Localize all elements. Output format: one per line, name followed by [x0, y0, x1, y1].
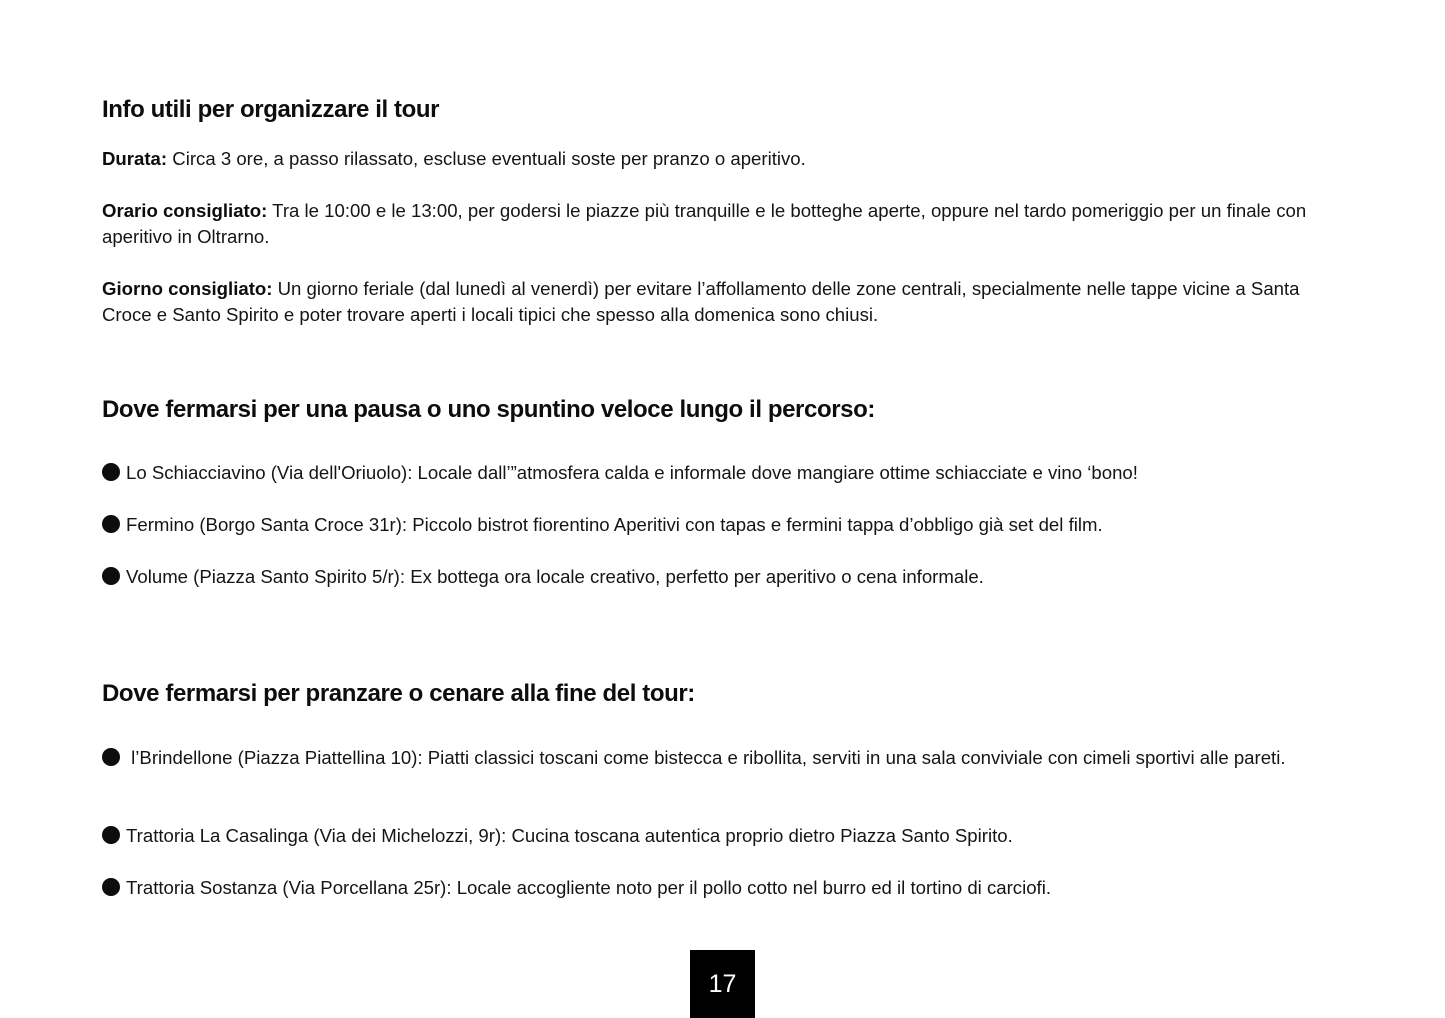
giorno-text: Un giorno feriale (dal lunedì al venerdì) per evitare l’affollamento delle zone centrali, specialmente nelle tappe vicine a Santa Croce e Santo Spirito e poter trovare aperti i locali tipici che spesso alla domenica sono chiusi.	[102, 278, 1300, 325]
list-item	[102, 460, 1343, 486]
list-item	[102, 745, 1343, 771]
info-heading: Info utili per organizzare il tour	[102, 96, 440, 123]
page-number: 17	[690, 950, 755, 1018]
meal-item-text: Trattoria Sostanza (Via Porcellana 25r): Locale accogliente noto per il pollo cotto nel burro ed il tortino di carciofi.	[126, 877, 1052, 898]
info-item-orario	[102, 198, 1343, 250]
meal-section	[102, 680, 1343, 708]
snack-heading: Dove fermarsi per una pausa o uno spuntino veloce lungo il percorso:	[102, 396, 875, 423]
bullet-icon	[102, 567, 120, 585]
list-item	[102, 823, 1343, 849]
snack-item-text: Fermino (Borgo Santa Croce 31r): Piccolo bistrot fiorentino Aperitivi con tapas e fermini tappa d’obbligo già set del film.	[126, 514, 1103, 535]
bullet-icon	[102, 826, 120, 844]
info-item-durata	[102, 146, 1343, 172]
orario-text: Tra le 10:00 e le 13:00, per godersi le piazze più tranquille e le botteghe aperte, oppure nel tardo pomeriggio per un finale con aperitivo in Oltrarno.	[102, 200, 1307, 247]
meal-heading: Dove fermarsi per pranzare o cenare alla fine del tour:	[102, 680, 695, 707]
snack-item-text: Volume (Piazza Santo Spirito 5/r): Ex bottega ora locale creativo, perfetto per aperitivo o cena informale.	[126, 566, 984, 587]
bullet-icon	[102, 515, 120, 533]
meal-item-text: l’Brindellone (Piazza Piattellina 10): Piatti classici toscani come bistecca e ribollita, serviti in una sala conviviale con cimeli sportivi alle pareti.	[126, 747, 1286, 768]
giorno-label: Giorno consigliato:	[102, 278, 273, 299]
info-section	[102, 96, 1343, 124]
snack-section	[102, 396, 1343, 424]
snack-item-text: Lo Schiacciavino (Via dell'Oriuolo): Locale dall’”atmosfera calda e informale dove mangiare ottime schiacciate e vino ‘bono!	[126, 462, 1138, 483]
list-item	[102, 512, 1343, 538]
meal-item-text: Trattoria La Casalinga (Via dei Michelozzi, 9r): Cucina toscana autentica proprio dietro Piazza Santo Spirito.	[126, 825, 1013, 846]
durata-text: Circa 3 ore, a passo rilassato, escluse eventuali soste per pranzo o aperitivo.	[172, 148, 806, 169]
durata-label: Durata:	[102, 148, 168, 169]
bullet-icon	[102, 748, 120, 766]
list-item	[102, 875, 1343, 901]
orario-label: Orario consigliato:	[102, 200, 268, 221]
bullet-icon	[102, 463, 120, 481]
list-item	[102, 564, 1343, 590]
bullet-icon	[102, 878, 120, 896]
info-item-giorno	[102, 276, 1343, 328]
